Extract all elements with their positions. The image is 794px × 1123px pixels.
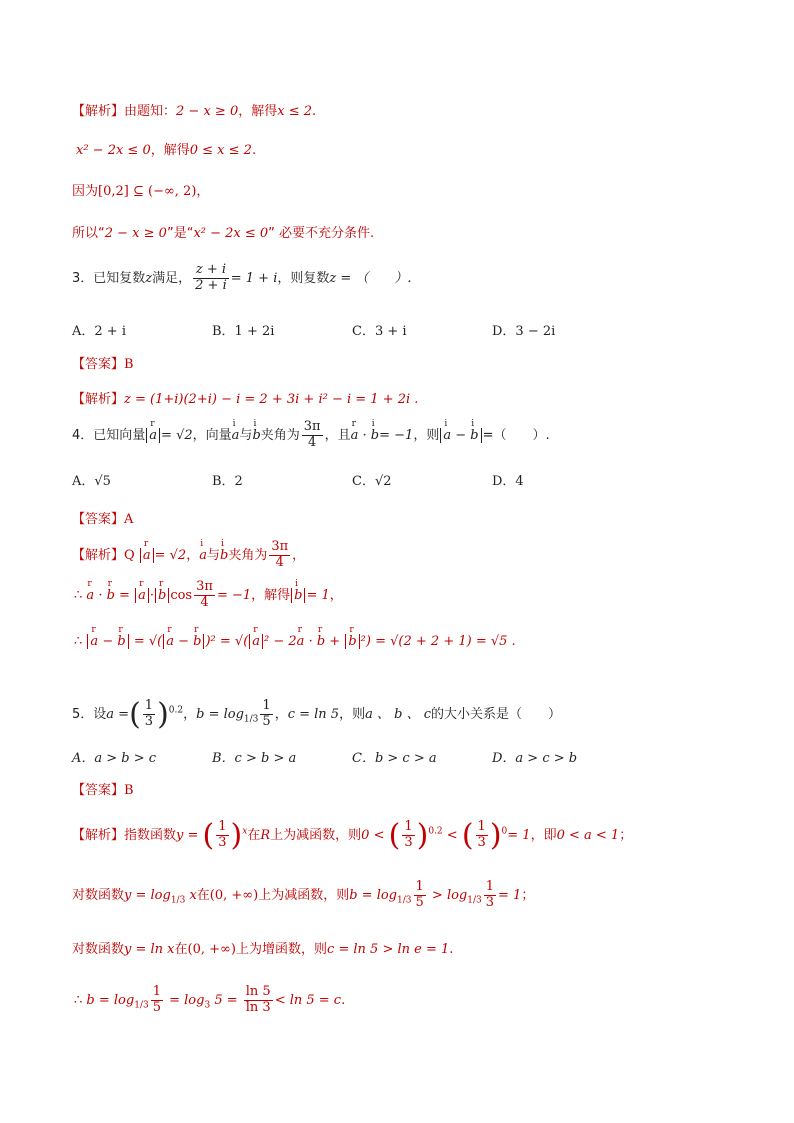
q3-option-b: B．1 + 2i (212, 324, 275, 339)
q3-option-a: A．2 + i (72, 324, 126, 339)
q4-option-d: D．4 (492, 474, 524, 489)
q4-option-a: A．√5 (72, 474, 111, 489)
analysis-line-3: 因为[0,2] ⊆ (−∞, 2)， (72, 184, 210, 199)
q5-option-d: D．a > c > b (492, 751, 578, 766)
q3-option-d: D．3 − 2i (492, 324, 556, 339)
q3-fraction: $\frac{z + i}{2 + i}$ (195, 262, 227, 293)
q3-option-c: C．3 + i (352, 324, 407, 339)
q4-options (72, 470, 734, 489)
q5-analysis-line-1: 【解析】指数函数y = ( $\frac{1}{3}$ )$^x$在R上为减函数，则0 < ( $\frac{1}{3}$ )$^{0.2}$ < ( $\frac{1}{3}$ )$^0$= 1，即0 < a < 1； (72, 818, 633, 853)
q5-option-c: C．b > c > a (352, 751, 437, 766)
q4-option-b: B．2 (212, 474, 243, 489)
q5-stem: 5．设a =( $\frac{1}{3}$ )$^{0.2}$，$b = \log_{1/3}$ $\frac{1}{5}$ ，c = ln 5，则a 、 b 、 c的大小关系是（ ） (72, 697, 561, 732)
analysis-line-2: x² − 2x ≤ 0，解得0 ≤ x ≤ 2. (76, 143, 257, 158)
q5-answer: 【答案】B (72, 783, 134, 798)
q5-analysis-line-4: ∴ $b = \log_{1/3}$ $\frac{1}{5}$ = $\log_3 5$ = $\frac{\ln 5}{\ln 3}$ < ln 5 = c. (74, 984, 346, 1015)
q3-stem: 3．已知复数z满足， $\frac{z + i}{2 + i}$ = 1 + i，则复数z = （ ）. (72, 262, 412, 293)
q4-analysis-line-2: ∴ r a · r b = r a ·r b cos $\frac{3\pi}{4}$ = −1，解得i b = 1， (74, 580, 734, 611)
analysis-line-1: 【解析】由题知：2 − x ≥ 0，解得x ≤ 2. (72, 104, 317, 119)
analysis-line-4: 所以“2 − x ≥ 0”是“x² − 2x ≤ 0” 必要不充分条件. (72, 226, 375, 241)
q4-analysis-line-3: ∴ r a − r b = √(r a − r b )² = √(r a ² − 2r a · r b + r b ²) = √(2 + 2 + 1) = √5 . (74, 634, 734, 649)
q3-options (72, 320, 734, 339)
q3-analysis: 【解析】z = (1+i)(2+i) − i = 2 + 3i + i² − i = 1 + 2i . (72, 392, 419, 407)
q4-analysis-line-1: 【解析】Q r a = √2，i a与i b夹角为 $\frac{3\pi}{4}$ ， (72, 540, 734, 571)
q5-options (72, 747, 734, 766)
q5-analysis-line-2: 对数函数$y = \log_{1/3} x$在(0, +∞)上为减函数，则$b = \log_{1/3}$ $\frac{1}{5}$ > $\log_{1/3}$ $\frac{1}{3}$ = 1； (72, 879, 535, 910)
q4-stem: 4．已知向量r a = √2，向量i a与i b夹角为 $\frac{3\pi}{4}$ ，且r a · i b= −1，则i a − i b =（ ）. (72, 420, 734, 451)
q5-option-a: A．a > b > c (72, 751, 157, 766)
q4-answer: 【答案】A (72, 512, 134, 527)
q4-option-c: C．√2 (352, 474, 392, 489)
q5-option-b: B．c > b > a (212, 751, 297, 766)
q3-answer: 【答案】B (72, 357, 134, 372)
q5-analysis-line-3: 对数函数y = ln x在(0, +∞)上为增函数，则c = ln 5 > ln e = 1. (72, 942, 454, 957)
analysis-tag: 【解析】 (72, 104, 125, 119)
